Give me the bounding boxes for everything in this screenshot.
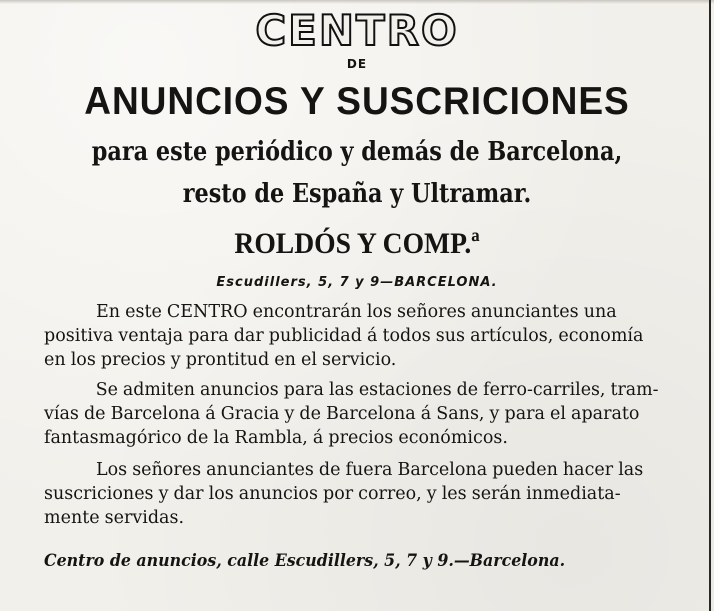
paragraph-1-line-2: positiva ventaja para dar publicidad á todos sus artículos, economía xyxy=(44,326,644,346)
paragraph-3-line-2: suscriciones y dar los anuncios por correo, y les serán inmediata- xyxy=(44,484,621,504)
paragraph-2-line-2: vías de Barcelona á Gracia y de Barcelona á Sans, y para el aparato xyxy=(44,404,640,424)
firm-address: Escudillers, 5, 7 y 9—BARCELONA. xyxy=(216,275,498,290)
paragraph-2-line-1: Se admiten anuncios para las estaciones de ferro-carriles, tram- xyxy=(95,380,659,400)
paragraph-3-line-1: Los señores anunciantes de fuera Barcelona pueden hacer las xyxy=(96,460,644,480)
notice-headline: ANUNCIOS Y SUSCRICIONES xyxy=(84,80,630,123)
paragraph-1-line-1: En este CENTRO encontrarán los señores anunciantes una xyxy=(96,302,617,322)
top-edge-shadow xyxy=(0,0,714,4)
paragraph-3-line-3: mente servidas. xyxy=(44,508,185,528)
notice-subtitle-line1: para este periódico y demás de Barcelona, xyxy=(91,137,623,167)
paragraph-1 xyxy=(44,300,710,372)
notice-subtitle-line2: resto de España y Ultramar. xyxy=(182,179,532,209)
paragraph-2-line-3: fantasmagórico de la Rambla, á precios económicos. xyxy=(44,428,508,448)
firm-name: ROLDÓS Y COMP.ª xyxy=(234,227,480,260)
notice-footer: Centro de anuncios, calle Escudillers, 5, 7 y 9.—Barcelona. xyxy=(44,551,566,571)
paragraph-2 xyxy=(44,378,710,450)
notice-title: CENTRO xyxy=(255,6,459,55)
paragraph-3 xyxy=(44,458,710,530)
paragraph-1-line-3: en los precios y prontitud en el servicio. xyxy=(44,350,397,370)
notice-de: DE xyxy=(346,57,368,71)
